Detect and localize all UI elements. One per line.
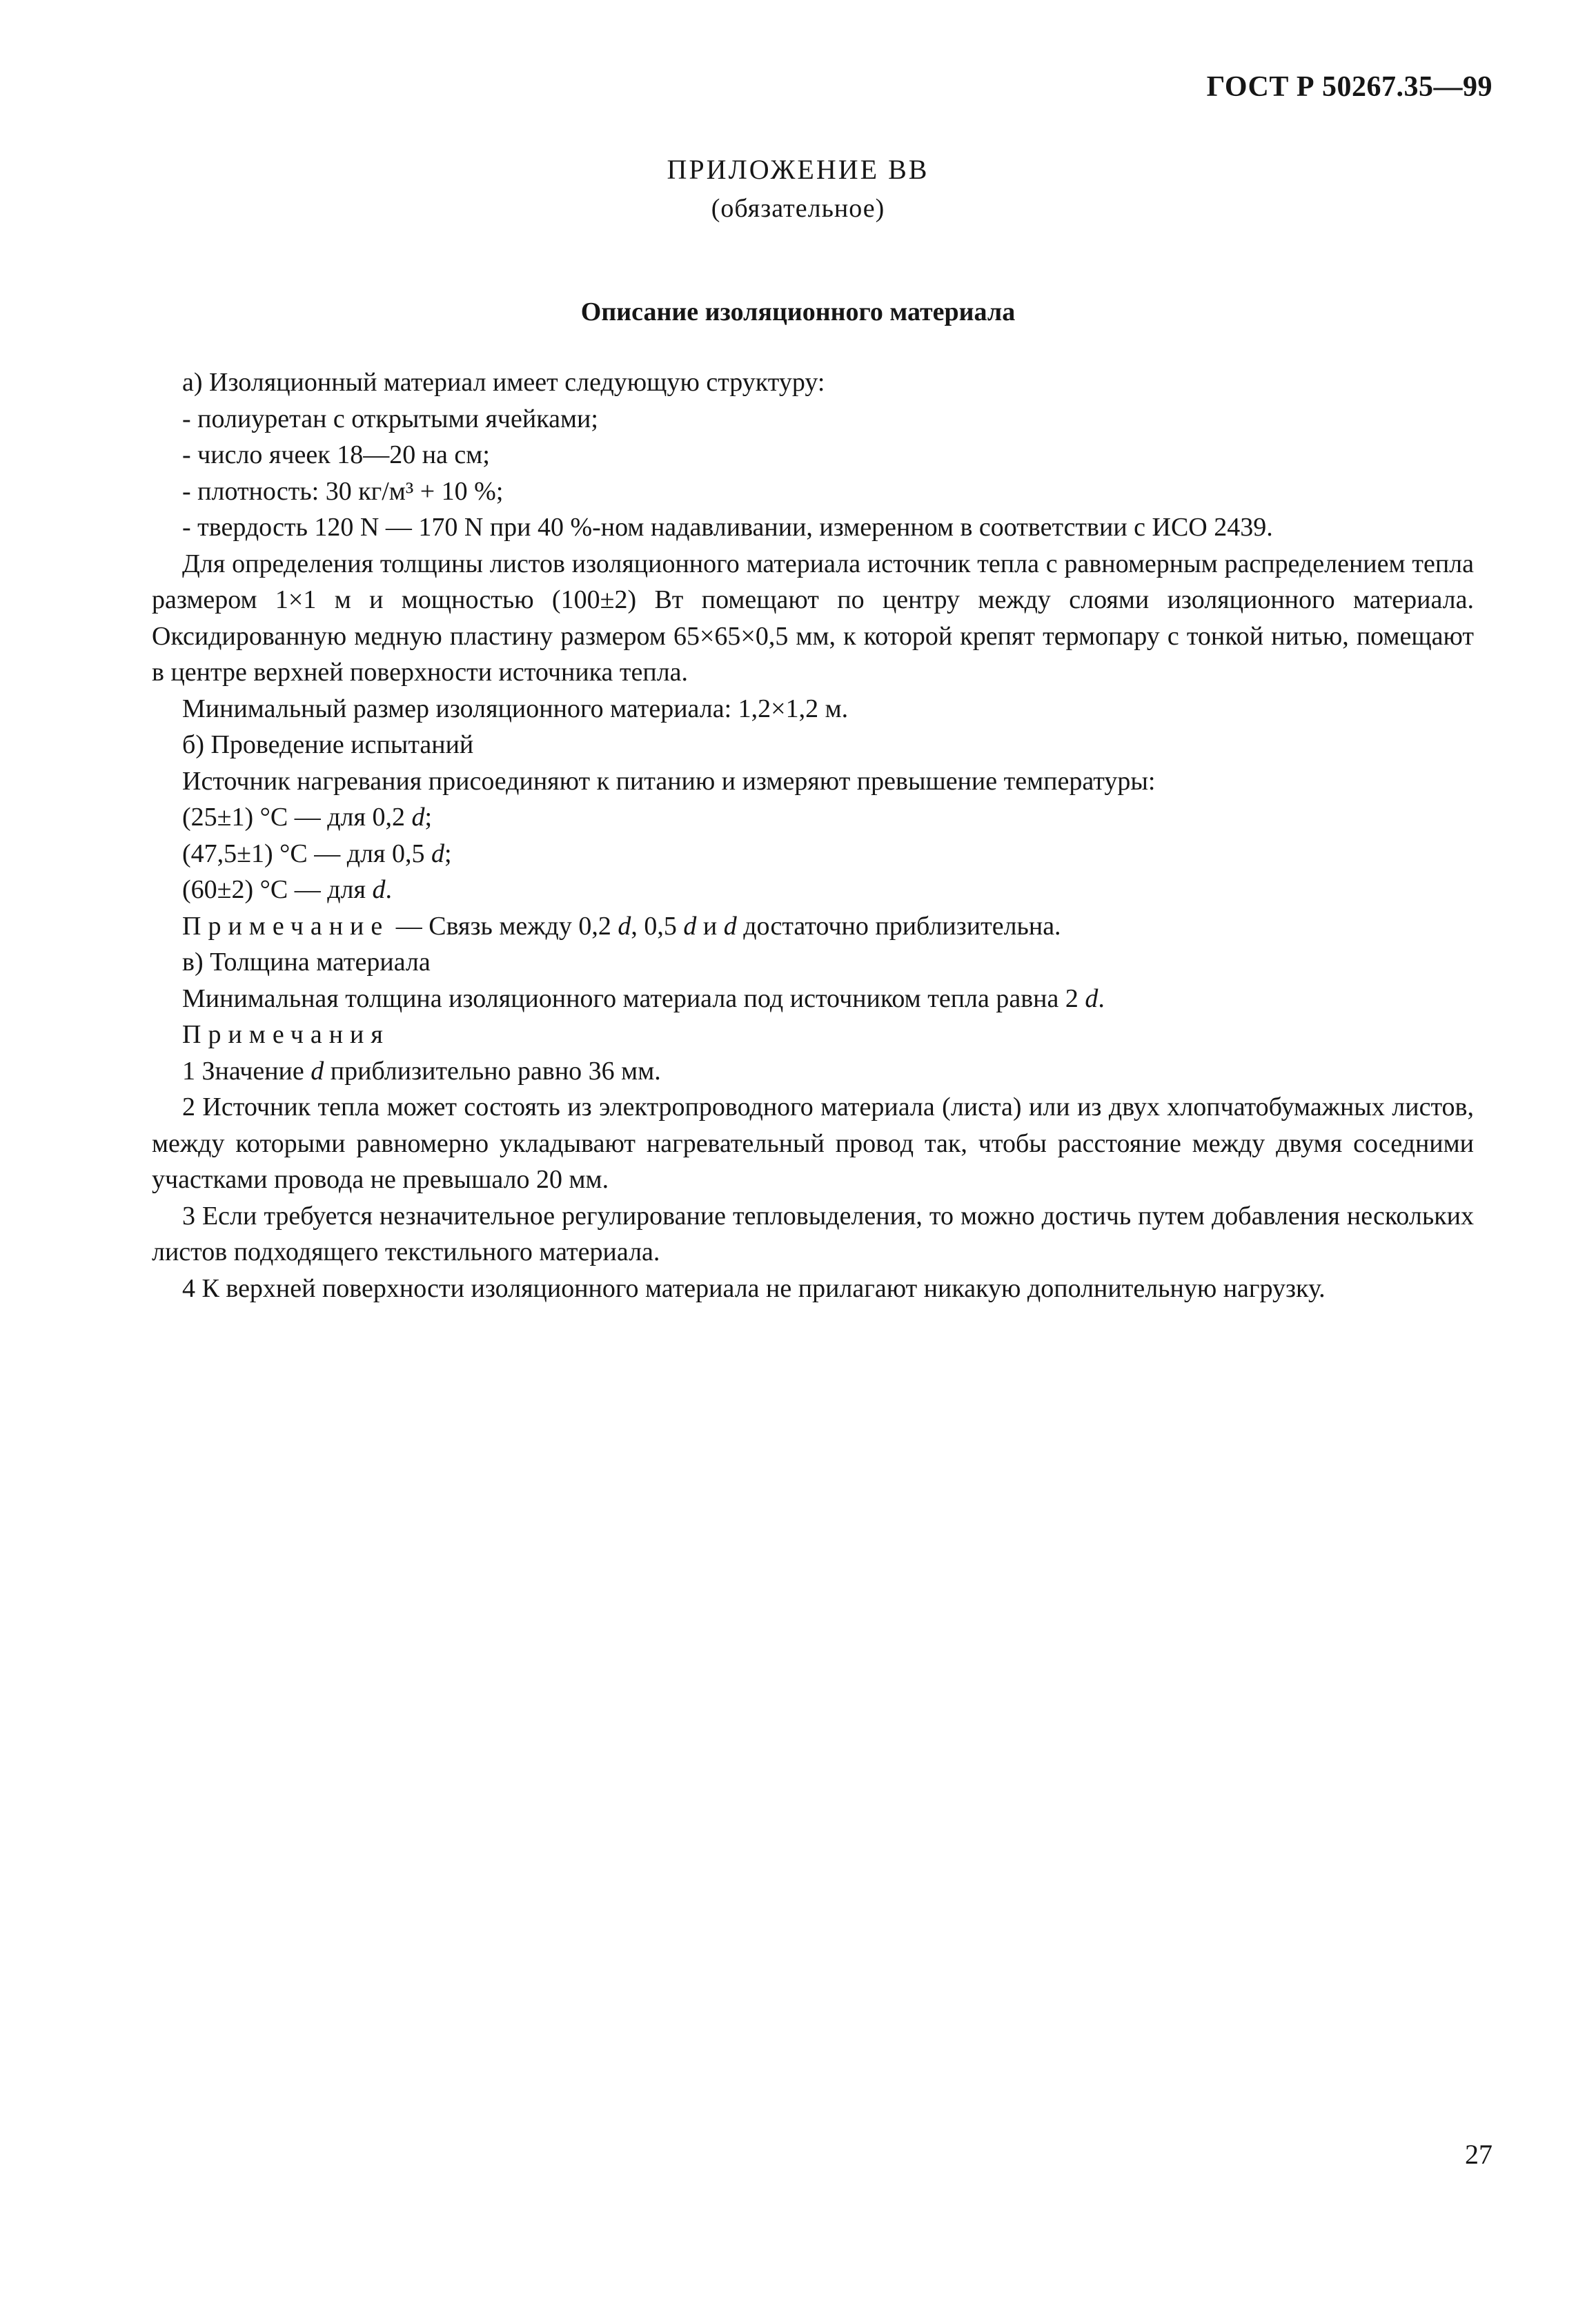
- punctuation: .: [1098, 983, 1105, 1013]
- material-thickness-text: [152, 981, 1474, 1017]
- structure-intro: а) Изоляционный материал имеет следующую структуру:: [182, 368, 825, 397]
- temperature-value: (47,5±1) °С — для 0,5: [182, 839, 431, 868]
- variable-d: d: [372, 875, 386, 904]
- structure-item: - плотность: 30 кг/м³ + 10 %;: [182, 476, 504, 506]
- tests-note: [152, 908, 1474, 945]
- temperature-value: (60±2) °С — для: [182, 875, 373, 904]
- variable-d: d: [431, 839, 444, 868]
- note-1: [152, 1053, 1474, 1090]
- temperature-item: [152, 872, 1474, 908]
- punctuation: .: [385, 875, 392, 904]
- appendix-status: (обязательное): [711, 194, 885, 223]
- variable-d: d: [723, 911, 737, 941]
- note-text: , 0,5: [631, 911, 684, 941]
- structure-item: - полиуретан с открытыми ячейками;: [182, 404, 598, 433]
- note-label: Примечание: [182, 911, 390, 941]
- note-2: 2 Источник тепла может состоять из электропроводного материала (листа) или из двух хлопчатобумажных листов, между которыми равномерно укладывают нагревательный провод так, чтобы расстояние между двумя соседними участками провода не превышало 20 мм.: [152, 1093, 1474, 1194]
- variable-d: d: [311, 1056, 324, 1086]
- page-number: 27: [1465, 2139, 1492, 2170]
- note-text: — Связь между 0,2: [389, 911, 618, 941]
- min-size-text: Минимальный размер изоляционного материала: 1,2×1,2 м.: [182, 694, 849, 723]
- variable-d: d: [618, 911, 631, 941]
- document-body: [152, 364, 1474, 1306]
- structure-item: - число ячеек 18—20 на см;: [182, 440, 490, 469]
- structure-item: - твердость 120 N — 170 N при 40 %-ном надавливании, измеренном в соответствии с ИСО 2439.: [182, 513, 1273, 542]
- note-4: 4 К верхней поверхности изоляционного материала не прилагают никакую дополнительную нагрузку.: [182, 1273, 1326, 1303]
- temperature-item: [152, 836, 1474, 872]
- note-text: достаточно приблизительна.: [736, 911, 1061, 941]
- appendix-title: ПРИЛОЖЕНИЕ ВВ: [667, 154, 929, 185]
- note-3: 3 Если требуется незначительное регулирование тепловыделения, то можно достичь путем добавления нескольких листов подходящего текстильного материала.: [152, 1201, 1474, 1266]
- variable-d: d: [411, 803, 425, 832]
- note-text: 1 Значение: [182, 1056, 311, 1086]
- standard-code: ГОСТ Р 50267.35—99: [1206, 71, 1492, 103]
- temperature-item: [152, 799, 1474, 836]
- punctuation: ;: [424, 803, 433, 832]
- thickness-paragraph: Для определения толщины листов изоляционного материала источник тепла с равномерным распределением тепла размером 1×1 м и мощностью (100±2) Вт помещают по центру между слоями изоляционного материала. Оксидированную медную пластину размером 65×65×0,5 мм, к которой крепят термопару с тонкой нитью, помещают в центре верхней поверхности источника тепла.: [152, 549, 1474, 687]
- note-text: и: [696, 911, 724, 941]
- material-thickness-heading: в) Толщина материала: [182, 948, 431, 977]
- note-text: приблизительно равно 36 мм.: [324, 1056, 661, 1086]
- thickness-text: Минимальная толщина изоляционного материала под источником тепла равна 2: [182, 983, 1085, 1013]
- punctuation: ;: [444, 839, 452, 868]
- temperature-value: (25±1) °С — для 0,2: [182, 803, 412, 832]
- variable-d: d: [683, 911, 697, 941]
- tests-heading: б) Проведение испытаний: [182, 730, 474, 759]
- notes-label: Примечания: [182, 1020, 390, 1049]
- tests-intro: Источник нагревания присоединяют к питанию и измеряют превышение температуры:: [182, 766, 1156, 796]
- variable-d: d: [1085, 983, 1099, 1013]
- section-title: Описание изоляционного материала: [580, 297, 1016, 326]
